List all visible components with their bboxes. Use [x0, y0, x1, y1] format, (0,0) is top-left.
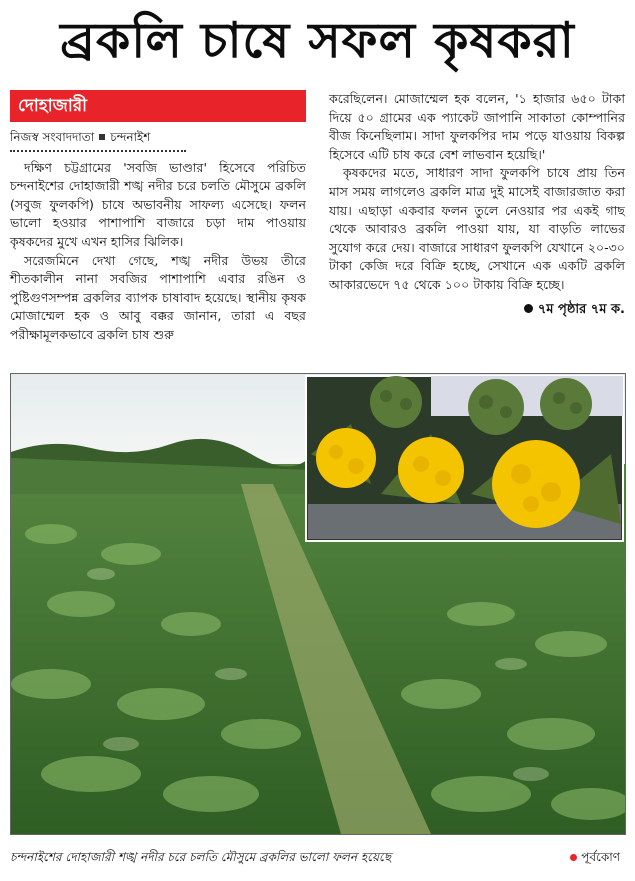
headline: ব্রকলি চাষে সফল কৃষকরা: [60, 12, 575, 69]
inset-photo: [306, 376, 623, 541]
photo-caption: [10, 842, 624, 872]
continued-note[interactable]: [329, 301, 625, 320]
byline: [10, 128, 306, 147]
caption-text: চন্দনাইশের দোহাজারী শঙ্খ নদীর চরে চলতি মৌসুমে ব্রকলির ভালো ফলন হয়েছে: [10, 850, 392, 864]
article-paragraph: সরেজমিনে দেখা গেছে, শঙ্খ নদীর উভয় তীরে শীতকালীন নানা সবজির পাশাপাশি এবার রঙিন ও পুষ্টিগুণসম্পন্ন ব্রকলির ব্যাপক চাষাবাদ হয়েছে। স্থানীয় কৃষক মোজাম্মেল হক ও আবু বক্কর জানান, তারা এ বছর পরীক্ষামূলকভাবে ব্রকলি চাষ শুরু: [10, 252, 306, 342]
photo-credit: [570, 842, 620, 872]
dateline-banner: দোহাজারী: [10, 90, 306, 122]
credit-text: পূর্বকোণ: [581, 850, 620, 864]
article-column-right: [329, 90, 625, 319]
square-bullet-icon: [99, 134, 105, 140]
article-paragraph: করেছিলেন। মোজাম্মেল হক বলেন, '১ হাজার ৬৫০ টাকা দিয়ে ৫০ গ্রামের এক প্যাকেট জাপানি সাকাতা কোম্পানির বীজ কিনেছিলাম। সাদা ফুলকপির দাম পড়ে যাওয়ায় বিকল্প হিসেবে এটি চাষ করে বেশ লাভবান হয়েছি।': [329, 91, 625, 162]
reporter-name: নিজস্ব সংবাদদাতা: [10, 130, 95, 144]
news-photo: [10, 373, 626, 835]
article-paragraph: কৃষকদের মতে, সাধারণ সাদা ফুলকপি চাষে প্রায় তিন মাস সময় লাগলেও ব্রকলি মাত্র দুই মাসেই বাজারজাত করা যায়। এছাড়া একবার ফলন তুলে নেওয়ার পর একই গাছ থেকে আবারও ব্রকলি পাওয়া যায়, যা বাড়তি লাভের সুযোগ করে দেয়। বাজারে সাধারণ ফুলকপি যেখানে ২০-৩০ টাকা কেজি দরে বিক্রি হচ্ছে, সেখানে এক একটি ব্রকলি আকারভেদে ৭৫ থেকে ১০০ টাকায় বিক্রি হচ্ছে।: [329, 165, 625, 292]
broccoli-field-illustration: [11, 374, 625, 834]
article-column-left: [10, 90, 306, 345]
place-name: চন্দনাইশ: [110, 130, 151, 144]
continued-text: ৭ম পৃষ্ঠার ৭ম ক.: [537, 301, 625, 317]
red-dot-icon: [570, 854, 577, 861]
article-paragraph: দক্ষিণ চট্টগ্রামের 'সবজি ভাণ্ডার' হিসেবে পরিচিত চন্দনাইশের দোহাজারী শঙ্খ নদীর চরে চলতি মৌসুমে ব্রকলি (সবুজ ফুলকপি) চাষে অভাবনীয় সাফল্য এসেছে। ফলন ভালো হওয়ার পাশাপাশি বাজারে চড়া দাম পাওয়ায় কৃষকদের মুখে এখন হাসির ঝিলিক।: [10, 159, 306, 249]
bullet-icon: [524, 304, 533, 313]
dotted-divider: [10, 150, 186, 152]
